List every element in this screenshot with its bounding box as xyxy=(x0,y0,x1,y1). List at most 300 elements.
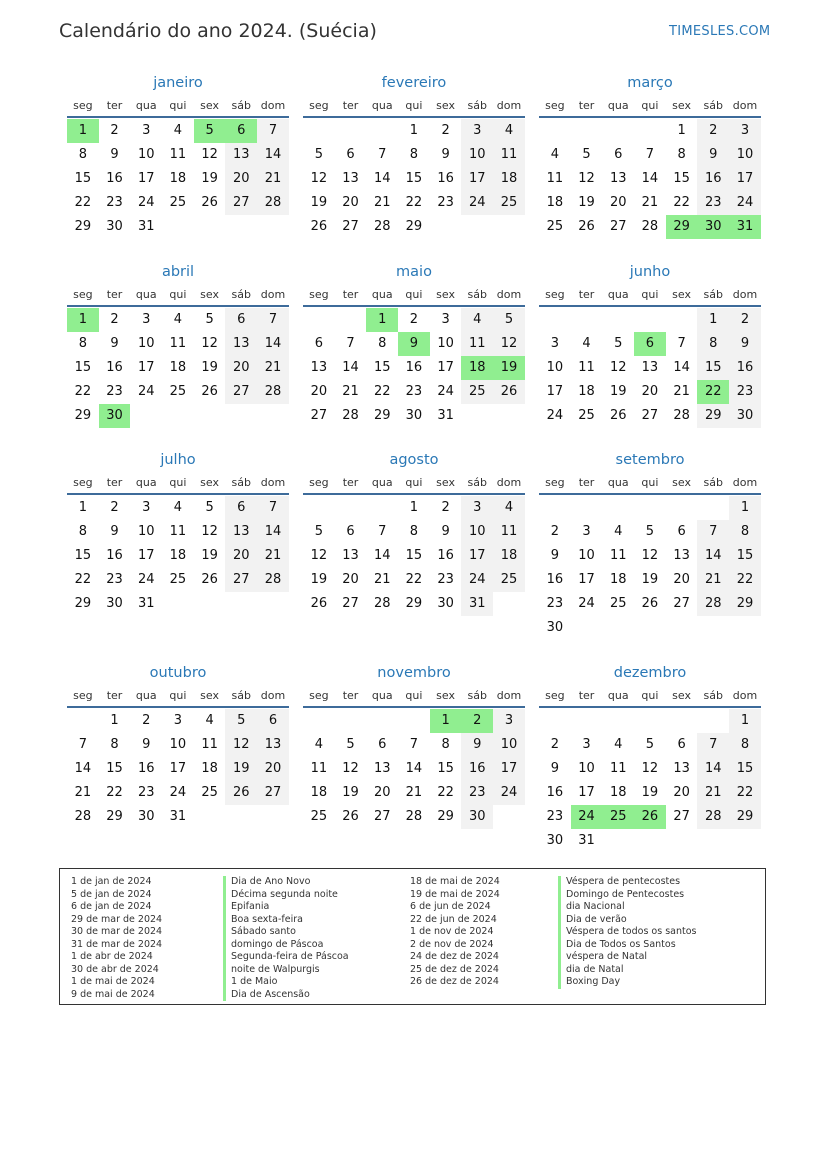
day-cell: 10 xyxy=(461,143,493,167)
day-cell: 5 xyxy=(314,147,323,162)
day-cell: 20 xyxy=(609,195,627,210)
month-name: maio xyxy=(396,264,432,280)
day-cell: 28 xyxy=(257,568,289,592)
weekday-header xyxy=(539,94,761,116)
day-cell: 10 xyxy=(137,524,155,539)
day-cell: 26 xyxy=(578,219,595,234)
day-cell: 14 xyxy=(697,757,729,781)
day-cell: 23 xyxy=(106,384,123,399)
day-cell: 12 xyxy=(493,332,525,356)
day-cell: 16 xyxy=(437,548,454,563)
day-cell: 12 xyxy=(310,548,328,563)
day-cell: 12 xyxy=(342,761,359,776)
day-cell: 15 xyxy=(729,544,761,568)
day-cell: 7 xyxy=(677,336,686,351)
day-cell: 15 xyxy=(74,171,92,186)
day-cell: 17 xyxy=(729,167,761,191)
day-cell: 24 xyxy=(437,384,454,399)
day-cell: 11 xyxy=(169,336,187,351)
day-cell: 5 xyxy=(645,524,655,539)
day-cell: 4 xyxy=(173,312,183,327)
month-name: junho xyxy=(629,264,671,280)
day-cell: 1 xyxy=(729,496,761,520)
day-cell: 9 xyxy=(697,143,729,167)
month-abril xyxy=(67,261,289,428)
header-rule xyxy=(303,706,525,708)
weekday-label: dom xyxy=(732,99,758,112)
day-cell: 23 xyxy=(437,572,454,587)
weekday-label: dom xyxy=(496,689,522,702)
holiday-day: 6 xyxy=(225,119,257,143)
weekday-label: dom xyxy=(260,689,286,702)
day-cell: 28 xyxy=(342,408,359,423)
legend-date: 22 de jun de 2024 xyxy=(410,913,497,925)
day-cell: 8 xyxy=(729,520,761,544)
weekday-header xyxy=(303,283,525,305)
day-cell: 2 xyxy=(441,500,450,515)
empty-cell xyxy=(602,119,634,143)
weekday-label: dom xyxy=(496,476,522,489)
day-cell: 16 xyxy=(106,548,123,563)
day-grid xyxy=(67,496,289,616)
day-cell: 22 xyxy=(405,572,423,587)
day-cell: 23 xyxy=(437,195,454,210)
day-cell: 18 xyxy=(169,548,187,563)
day-cell: 7 xyxy=(645,147,655,162)
legend-holiday-name: Dia de Todos os Santos xyxy=(558,939,696,952)
weekday-label: ter xyxy=(578,288,595,301)
day-cell: 18 xyxy=(493,544,525,568)
weekday-label: dom xyxy=(260,99,286,112)
day-cell: 6 xyxy=(257,709,289,733)
day-cell: 15 xyxy=(106,761,123,776)
empty-cell xyxy=(571,709,603,733)
day-cell: 26 xyxy=(641,596,659,611)
day-cell: 5 xyxy=(205,500,214,515)
month-outubro xyxy=(67,662,289,829)
day-cell: 6 xyxy=(346,147,355,162)
weekday-header xyxy=(539,283,761,305)
day-cell: 21 xyxy=(673,384,690,399)
legend-holiday-name: Domingo de Pentecostes xyxy=(558,889,696,902)
weekday-label: ter xyxy=(342,476,359,489)
month-name: março xyxy=(627,75,673,91)
day-cell: 28 xyxy=(373,219,391,234)
day-cell: 28 xyxy=(641,219,659,234)
day-grid xyxy=(303,709,525,829)
day-cell: 17 xyxy=(137,360,155,375)
day-cell: 10 xyxy=(137,336,155,351)
empty-cell xyxy=(602,308,634,332)
day-cell: 26 xyxy=(609,408,627,423)
day-cell: 29 xyxy=(373,408,391,423)
day-cell: 15 xyxy=(697,356,729,380)
legend-date: 1 de jan de 2024 xyxy=(71,876,152,887)
day-cell: 25 xyxy=(578,408,595,423)
weekday-label: ter xyxy=(106,288,123,301)
day-grid xyxy=(539,709,761,853)
day-grid xyxy=(67,709,289,829)
day-cell: 24 xyxy=(461,191,493,215)
day-cell: 25 xyxy=(169,195,187,210)
day-grid xyxy=(303,308,525,428)
day-cell: 5 xyxy=(205,312,214,327)
day-cell: 1 xyxy=(697,308,729,332)
day-cell: 12 xyxy=(609,360,627,375)
day-cell: 21 xyxy=(405,785,423,800)
empty-cell xyxy=(539,119,571,143)
day-cell: 9 xyxy=(110,147,119,162)
holiday-day: 31 xyxy=(729,215,761,239)
weekday-label: seg xyxy=(545,476,565,489)
legend-holiday-name: Dia de Ano Novo xyxy=(223,876,349,889)
day-cell: 8 xyxy=(409,147,419,162)
weekday-label: sex xyxy=(672,476,691,489)
day-cell: 24 xyxy=(137,572,155,587)
weekday-label: seg xyxy=(73,689,93,702)
day-cell: 24 xyxy=(493,781,525,805)
weekday-label: sex xyxy=(200,288,219,301)
day-cell: 6 xyxy=(346,524,355,539)
day-cell: 19 xyxy=(641,785,659,800)
day-cell: 29 xyxy=(729,592,761,616)
day-cell: 14 xyxy=(373,171,391,186)
day-cell: 17 xyxy=(578,785,595,800)
weekday-label: sex xyxy=(672,99,691,112)
day-cell: 6 xyxy=(314,336,323,351)
day-grid xyxy=(303,496,525,616)
empty-cell xyxy=(697,709,729,733)
day-cell: 16 xyxy=(437,171,454,186)
day-cell: 15 xyxy=(74,360,92,375)
day-cell: 5 xyxy=(346,737,355,752)
day-cell: 12 xyxy=(201,336,218,351)
weekday-label: seg xyxy=(309,99,329,112)
holiday-day: 24 xyxy=(571,805,603,829)
day-cell: 13 xyxy=(641,360,659,375)
day-cell: 4 xyxy=(614,524,623,539)
day-cell: 10 xyxy=(578,761,595,776)
day-cell: 9 xyxy=(110,336,119,351)
day-cell: 3 xyxy=(582,737,591,752)
day-cell: 4 xyxy=(493,119,525,143)
weekday-label: qui xyxy=(405,689,423,702)
day-cell: 2 xyxy=(697,119,729,143)
day-cell: 20 xyxy=(257,757,289,781)
day-cell: 27 xyxy=(257,781,289,805)
day-cell: 23 xyxy=(697,191,729,215)
day-cell: 6 xyxy=(225,308,257,332)
weekday-header xyxy=(303,94,525,116)
weekday-label: qui xyxy=(169,476,187,489)
day-cell: 7 xyxy=(257,496,289,520)
legend-names-left xyxy=(223,876,349,1001)
day-cell: 3 xyxy=(582,524,591,539)
weekday-label: ter xyxy=(342,99,359,112)
day-cell: 23 xyxy=(546,809,564,824)
day-cell: 15 xyxy=(373,360,391,375)
month-setembro xyxy=(539,449,761,640)
day-cell: 29 xyxy=(437,809,454,824)
day-cell: 8 xyxy=(78,524,87,539)
day-cell: 20 xyxy=(225,544,257,568)
day-cell: 20 xyxy=(641,384,659,399)
day-cell: 22 xyxy=(74,384,92,399)
day-cell: 27 xyxy=(342,219,359,234)
day-cell: 5 xyxy=(314,524,323,539)
day-cell: 3 xyxy=(461,496,493,520)
month-novembro xyxy=(303,662,525,829)
day-cell: 6 xyxy=(225,496,257,520)
day-cell: 2 xyxy=(142,713,151,728)
day-cell: 24 xyxy=(729,191,761,215)
header-rule xyxy=(303,116,525,118)
day-cell: 9 xyxy=(441,147,450,162)
legend-holiday-name: Décima segunda noite xyxy=(223,889,349,902)
legend-holiday-name: Véspera de todos os santos xyxy=(558,926,696,939)
day-cell: 25 xyxy=(461,380,493,404)
day-cell: 4 xyxy=(205,713,214,728)
day-cell: 14 xyxy=(257,143,289,167)
day-cell: 28 xyxy=(373,596,391,611)
day-cell: 4 xyxy=(614,737,623,752)
day-cell: 19 xyxy=(609,384,627,399)
day-cell: 23 xyxy=(137,785,155,800)
weekday-label: qua xyxy=(371,288,393,301)
empty-cell xyxy=(539,496,571,520)
day-cell: 2 xyxy=(550,737,559,752)
holiday-day: 2 xyxy=(461,709,493,733)
day-cell: 19 xyxy=(310,195,328,210)
month-fevereiro xyxy=(303,72,525,239)
day-cell: 24 xyxy=(137,195,155,210)
weekday-label: qui xyxy=(641,689,659,702)
day-cell: 26 xyxy=(493,380,525,404)
day-cell: 3 xyxy=(729,119,761,143)
day-cell: 27 xyxy=(342,596,359,611)
day-cell: 20 xyxy=(342,195,359,210)
day-cell: 10 xyxy=(137,147,155,162)
day-cell: 5 xyxy=(645,737,655,752)
empty-cell xyxy=(666,308,698,332)
day-cell: 27 xyxy=(641,408,659,423)
header-rule xyxy=(539,305,761,307)
legend-date: 2 de nov de 2024 xyxy=(410,938,494,950)
day-cell: 1 xyxy=(78,500,87,515)
day-cell: 5 xyxy=(582,147,591,162)
day-cell: 2 xyxy=(441,123,450,138)
legend-holiday-name: domingo de Páscoa xyxy=(223,939,349,952)
weekday-label: sáb xyxy=(703,288,724,301)
day-cell: 23 xyxy=(405,384,423,399)
day-cell: 13 xyxy=(373,761,391,776)
month-dezembro xyxy=(539,662,761,853)
day-grid xyxy=(303,119,525,239)
day-cell: 6 xyxy=(614,147,623,162)
empty-cell xyxy=(602,496,634,520)
empty-cell xyxy=(67,709,99,733)
day-cell: 19 xyxy=(201,360,218,375)
day-cell: 13 xyxy=(673,548,690,563)
header-rule xyxy=(67,305,289,307)
empty-cell xyxy=(571,308,603,332)
weekday-label: sáb xyxy=(231,288,252,301)
legend-holiday-name: dia Nacional xyxy=(558,901,696,914)
day-cell: 21 xyxy=(373,572,391,587)
day-cell: 10 xyxy=(578,548,595,563)
day-cell: 18 xyxy=(578,384,595,399)
day-grid xyxy=(539,308,761,428)
weekday-label: sex xyxy=(436,689,455,702)
day-cell: 26 xyxy=(201,195,218,210)
empty-cell xyxy=(398,709,430,733)
day-cell: 30 xyxy=(106,596,123,611)
empty-cell xyxy=(303,496,335,520)
day-cell: 21 xyxy=(257,167,289,191)
empty-cell xyxy=(539,709,571,733)
month-maio xyxy=(303,261,525,428)
day-cell: 3 xyxy=(550,336,559,351)
day-cell: 1 xyxy=(409,123,419,138)
day-cell: 25 xyxy=(169,384,187,399)
day-cell: 11 xyxy=(461,332,493,356)
month-name: fevereiro xyxy=(381,75,447,91)
empty-cell xyxy=(303,709,335,733)
weekday-label: seg xyxy=(309,476,329,489)
day-cell: 8 xyxy=(110,737,119,752)
weekday-label: ter xyxy=(106,476,123,489)
day-cell: 27 xyxy=(673,596,690,611)
day-cell: 19 xyxy=(641,572,659,587)
day-cell: 27 xyxy=(225,191,257,215)
weekday-label: sáb xyxy=(467,288,488,301)
legend-date: 1 de abr de 2024 xyxy=(71,951,153,962)
weekday-label: dom xyxy=(732,689,758,702)
header-rule xyxy=(303,305,525,307)
day-cell: 18 xyxy=(169,360,187,375)
day-grid xyxy=(539,496,761,640)
empty-cell xyxy=(697,496,729,520)
day-cell: 16 xyxy=(697,167,729,191)
day-cell: 29 xyxy=(697,404,729,428)
day-cell: 15 xyxy=(405,548,423,563)
day-cell: 11 xyxy=(578,360,595,375)
day-cell: 16 xyxy=(137,761,155,776)
day-cell: 29 xyxy=(74,408,92,423)
day-cell: 14 xyxy=(257,332,289,356)
day-cell: 9 xyxy=(142,737,151,752)
weekday-label: dom xyxy=(732,288,758,301)
day-cell: 3 xyxy=(441,312,450,327)
weekday-header xyxy=(539,471,761,493)
day-cell: 8 xyxy=(78,336,87,351)
day-cell: 29 xyxy=(74,596,92,611)
day-cell: 13 xyxy=(225,520,257,544)
weekday-label: sex xyxy=(672,288,691,301)
day-cell: 25 xyxy=(169,572,187,587)
header-rule xyxy=(539,706,761,708)
weekday-label: qua xyxy=(135,689,157,702)
day-cell: 14 xyxy=(641,171,659,186)
day-cell: 9 xyxy=(550,548,559,563)
day-cell: 16 xyxy=(405,360,423,375)
day-cell: 4 xyxy=(582,336,591,351)
site-logo[interactable]: TIMESLES.COM xyxy=(669,24,771,39)
holiday-day: 18 xyxy=(461,356,493,380)
day-cell: 14 xyxy=(673,360,690,375)
day-cell: 10 xyxy=(546,360,564,375)
day-cell: 17 xyxy=(578,572,595,587)
day-cell: 14 xyxy=(257,520,289,544)
holiday-day: 5 xyxy=(194,119,226,143)
day-cell: 2 xyxy=(110,123,119,138)
day-cell: 31 xyxy=(137,219,155,234)
day-cell: 10 xyxy=(437,336,454,351)
day-cell: 29 xyxy=(106,809,123,824)
header-rule xyxy=(67,493,289,495)
day-cell: 13 xyxy=(310,360,328,375)
day-cell: 19 xyxy=(342,785,359,800)
weekday-label: qua xyxy=(371,689,393,702)
legend-date: 31 de mar de 2024 xyxy=(71,938,163,950)
day-cell: 24 xyxy=(546,408,564,423)
day-cell: 8 xyxy=(729,733,761,757)
day-cell: 16 xyxy=(461,757,493,781)
legend-date: 9 de mai de 2024 xyxy=(71,988,155,1000)
holiday-day: 6 xyxy=(634,332,666,356)
day-cell: 7 xyxy=(257,119,289,143)
day-cell: 6 xyxy=(677,737,686,752)
legend-date: 30 de abr de 2024 xyxy=(71,963,159,975)
weekday-label: sáb xyxy=(703,689,724,702)
legend-date: 6 de jan de 2024 xyxy=(71,901,152,912)
day-cell: 13 xyxy=(673,761,690,776)
weekday-header xyxy=(67,283,289,305)
day-cell: 13 xyxy=(342,171,359,186)
weekday-label: sex xyxy=(200,689,219,702)
day-cell: 30 xyxy=(461,805,493,829)
weekday-label: qui xyxy=(169,99,187,112)
weekday-label: seg xyxy=(545,288,565,301)
day-cell: 25 xyxy=(201,785,218,800)
month-name: abril xyxy=(161,264,195,280)
day-cell: 7 xyxy=(697,733,729,757)
day-cell: 25 xyxy=(493,568,525,592)
day-cell: 21 xyxy=(697,568,729,592)
empty-cell xyxy=(303,119,335,143)
day-cell: 19 xyxy=(201,548,218,563)
day-cell: 4 xyxy=(173,500,183,515)
day-cell: 26 xyxy=(225,781,257,805)
legend-holiday-name: véspera de Natal xyxy=(558,951,696,964)
day-cell: 9 xyxy=(550,761,559,776)
day-cell: 11 xyxy=(493,143,525,167)
day-cell: 18 xyxy=(169,171,187,186)
weekday-label: ter xyxy=(106,689,123,702)
day-cell: 8 xyxy=(409,524,419,539)
day-cell: 1 xyxy=(110,713,119,728)
day-cell: 24 xyxy=(137,384,155,399)
weekday-label: sáb xyxy=(467,99,488,112)
day-cell: 12 xyxy=(641,761,659,776)
weekday-label: dom xyxy=(260,476,286,489)
empty-cell xyxy=(634,496,666,520)
weekday-label: qua xyxy=(371,476,393,489)
day-cell: 2 xyxy=(550,524,559,539)
day-cell: 18 xyxy=(310,785,328,800)
weekday-label: qui xyxy=(405,99,423,112)
day-cell: 24 xyxy=(578,596,595,611)
